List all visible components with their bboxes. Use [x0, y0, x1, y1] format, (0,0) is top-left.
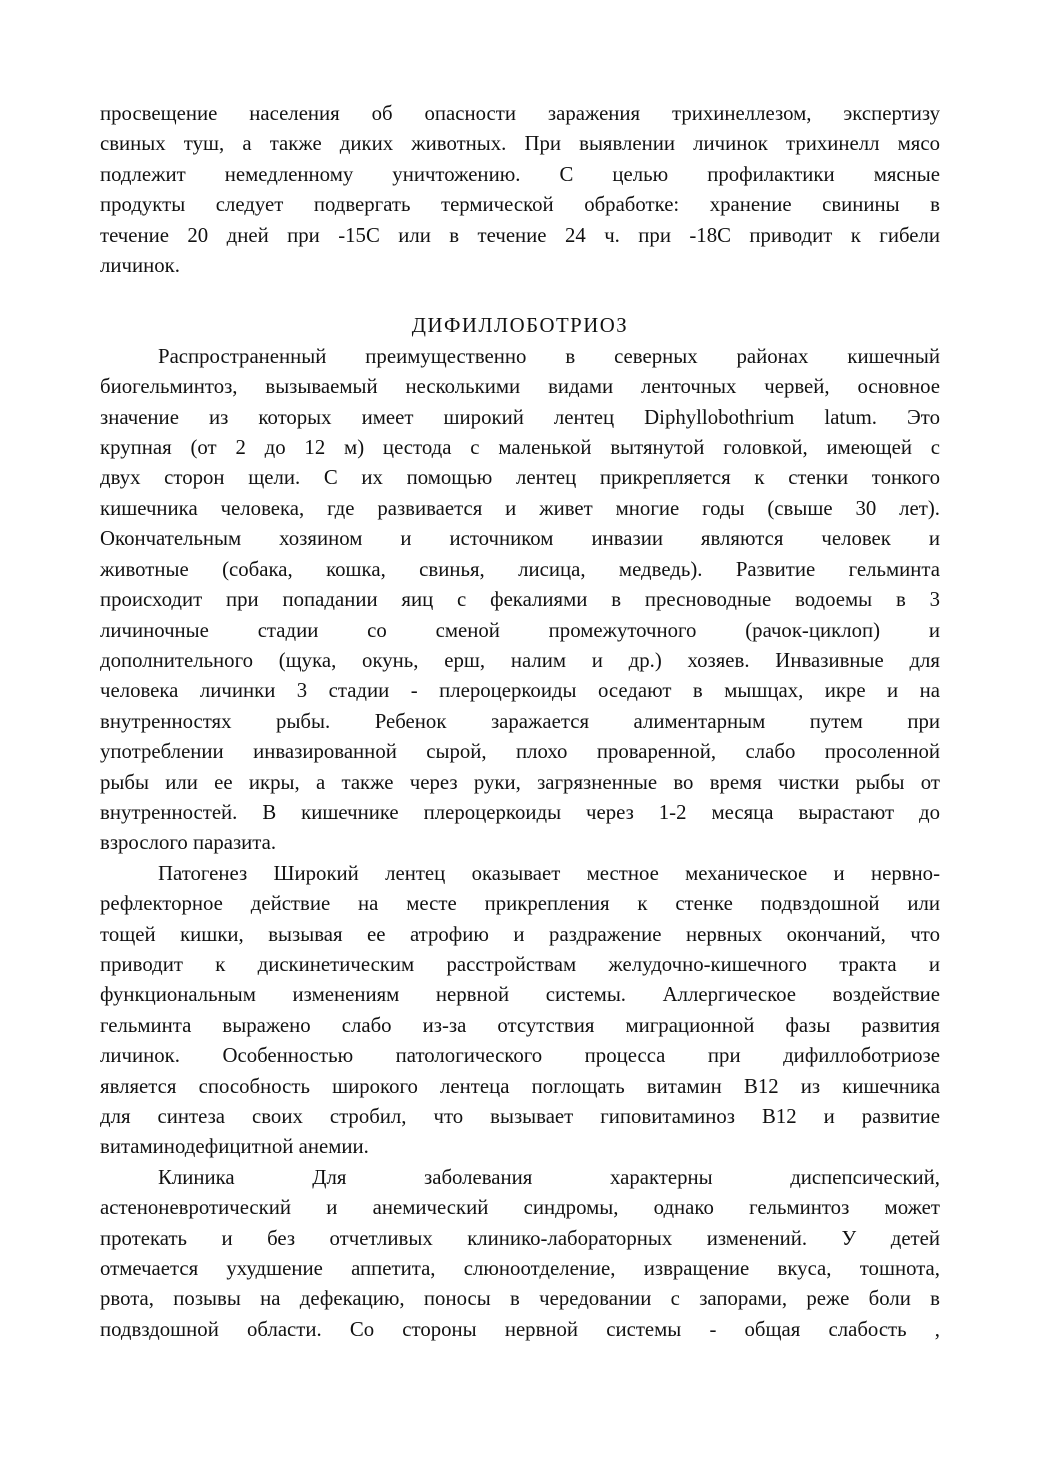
text-line: употреблении инвазированной сырой, плохо проваренной, слабо просоленной [100, 740, 940, 764]
text-line: крупная (от 2 до 12 м) цестода с маленькой вытянутой головкой, имеющей с [100, 436, 940, 460]
text-line: человека личинки 3 стадии - плероцеркоиды оседают в мышцах, икре и на [100, 679, 940, 703]
text-line: значение из которых имеет широкий лентец Diphyllobothrium latum. Это [100, 405, 940, 429]
text-line: Окончательным хозяином и источником инвазии являются человек и [100, 527, 940, 551]
text-line: протекать и без отчетливых клинико-лабораторных изменений. У детей [100, 1226, 940, 1250]
text-line: подвздошной области. Со стороны нервной системы - общая слабость , [100, 1317, 940, 1341]
text-line: внутренностей. В кишечнике плероцеркоиды через 1-2 месяца вырастают до [100, 800, 940, 824]
text-line: двух сторон щели. С их помощью лентец прикрепляется к стенки тонкого [100, 466, 940, 490]
document-page [100, 99, 940, 1345]
intro-paragraph [100, 99, 940, 281]
text-line: подлежит немедленному уничтожению. С целью профилактики мясные [100, 162, 940, 186]
text-line: приводит к дискинетическим расстройствам желудочно-кишечного тракта и [100, 952, 940, 976]
text-line: просвещение населения об опасности заражения трихинеллезом, экспертизу [100, 102, 940, 125]
section-heading: ДИФИЛЛОБОТРИОЗ [411, 314, 629, 338]
text-line: дополнительного (щука, окунь, ерш, налим и др.) хозяев. Инвазивные для [100, 648, 940, 672]
text-line: витаминодефицитной анемии. [100, 1135, 369, 1159]
text-line: животные (собака, кошка, свинья, лисица, медведь). Развитие гельминта [100, 557, 940, 581]
text-line: Распространенный преимущественно в северных районах кишечный [158, 344, 940, 368]
text-line: отмечается ухудшение аппетита, слюноотделение, извращение вкуса, тошнота, [100, 1257, 940, 1281]
paragraph-description [100, 342, 940, 859]
text-line: свиных туш, а также диких животных. При выявлении личинок трихинелл мясо [100, 132, 940, 156]
text-line: личинок. [100, 254, 180, 278]
text-line: астеноневротический и анемический синдромы, однако гельминтоз может [100, 1196, 940, 1220]
text-line: является способность широкого лентеца поглощать витамин В12 из кишечника [100, 1074, 940, 1098]
text-line: происходит при попадании яиц с фекалиями в пресноводные водоемы в 3 [100, 588, 940, 612]
text-line: внутренностях рыбы. Ребенок заражается алиментарным путем при [100, 709, 940, 733]
text-line: рефлекторное действие на месте прикрепления к стенке подвздошной или [100, 892, 940, 916]
text-line: функциональным изменениям нервной системы. Аллергическое воздействие [100, 983, 940, 1007]
text-line: биогельминтоз, вызываемый несколькими видами ленточных червей, основное [100, 375, 940, 399]
paragraph-pathogenesis [100, 859, 940, 1163]
text-line: взрослого паразита. [100, 831, 277, 855]
text-line: кишечника человека, где развивается и живет многие годы (свыше 30 лет). [100, 496, 940, 520]
text-line: течение 20 дней при -15С или в течение 24 ч. при -18С приводит к гибели [100, 223, 940, 247]
text-line: гельминта выражено слабо из-за отсутствия миграционной фазы развития [100, 1013, 940, 1037]
text-line: для синтеза своих стробил, что вызывает гиповитаминоз В12 и развитие [100, 1105, 940, 1128]
text-line: Патогенез Широкий лентец оказывает местное механическое и нервно- [158, 861, 940, 885]
text-line: продукты следует подвергать термической обработке: хранение свинины в [100, 193, 940, 217]
text-line: Клиника Для заболевания характерны диспепсический, [158, 1165, 940, 1189]
paragraph-clinic [100, 1163, 940, 1345]
text-line: рвота, позывы на дефекацию, поносы в чередовании с запорами, реже боли в [100, 1287, 940, 1311]
text-line: личинок. Особенностью патологического процесса при дифиллоботриозе [100, 1044, 940, 1068]
text-line: личиночные стадии со сменой промежуточного (рачок-циклоп) и [100, 618, 940, 642]
text-line: тощей кишки, вызывая ее атрофию и раздражение нервных окончаний, что [100, 922, 940, 946]
text-line: рыбы или ее икры, а также через руки, загрязненные во время чистки рыбы от [100, 770, 940, 794]
